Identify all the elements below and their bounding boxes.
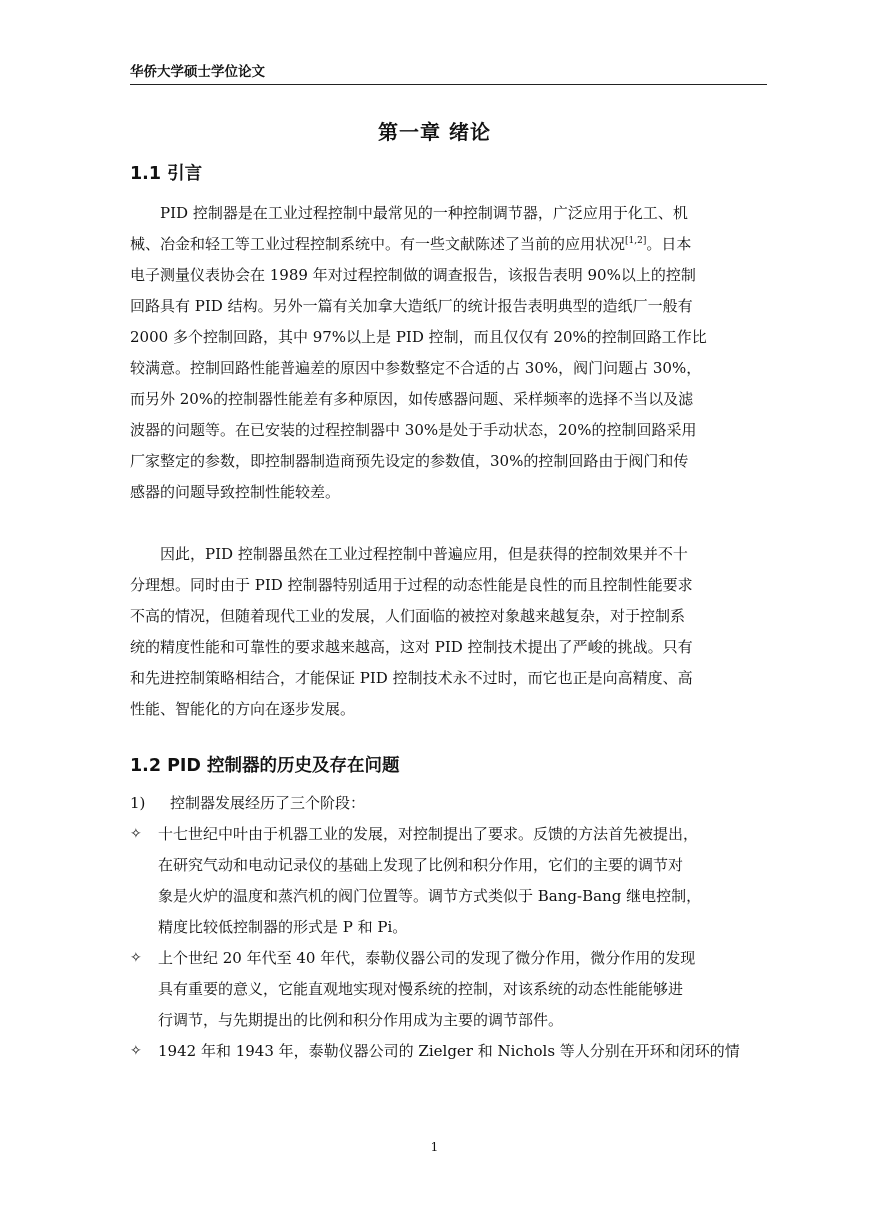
- paragraph-line: 十七世纪中叶由于机器工业的发展，对控制提出了要求。反馈的方法首先被提出，: [158, 825, 699, 843]
- paragraph-line: 和先进控制策略相结合，才能保证 PID 控制技术永不过时，而它也正是向高精度、高: [130, 669, 693, 687]
- item-number: 1): [130, 794, 146, 812]
- paragraph-line: 在研究气动和电动记录仪的基础上发现了比例和积分作用，它们的主要的调节对: [158, 856, 684, 874]
- diamond-bullet-icon: ✧: [130, 826, 142, 842]
- paragraph-line: PID 控制器是在工业过程控制中最常见的一种控制调节器，广泛应用于化工、机: [160, 204, 688, 222]
- text-run: 械、冶金和轻工等工业过程控制系统中。有一些文献陈述了当前的应用状况: [130, 235, 626, 253]
- numbered-item-1: [130, 788, 365, 819]
- paragraph-line: 统的精度性能和可靠性的要求越来越高，这对 PID 控制技术提出了严峻的挑战。只有: [130, 638, 693, 656]
- paragraph-line: 回路具有 PID 结构。另外一篇有关加拿大造纸厂的统计报告表明典型的造纸厂一般有: [130, 297, 693, 315]
- paragraph-line: 1942 年和 1943 年，泰勒仪器公司的 Zielger 和 Nichols 等人分别在开环和闭环的情: [158, 1042, 740, 1060]
- paragraph-line: 上个世纪 20 年代至 40 年代，泰勒仪器公司的发现了微分作用，微分作用的发现: [158, 949, 696, 967]
- header-title: 华侨大学硕士学位论文: [130, 64, 265, 80]
- section-title-1-2: 1.2 PID 控制器的历史及存在问题: [130, 756, 400, 776]
- bullet-item-2: [130, 943, 770, 1036]
- paragraph-line: 不高的情况，但随着现代工业的发展，人们面临的被控对象越来越复杂，对于控制系: [130, 607, 686, 625]
- bullet-item-3: [130, 1036, 770, 1067]
- text-run: 。日本: [646, 235, 692, 253]
- paragraph-line: 分理想。同时由于 PID 控制器特别适用于过程的动态性能是良性的而且控制性能要求: [130, 576, 693, 594]
- paragraph-line: 象是火炉的温度和蒸汽机的阀门位置等。调节方式类似于 Bang-Bang 继电控制，: [158, 887, 702, 905]
- running-header: [130, 62, 767, 85]
- paragraph-intro-2: [130, 539, 770, 725]
- paragraph-intro-1: [130, 198, 770, 508]
- paragraph-line: 厂家整定的参数，即控制器制造商预先设定的参数值，30%的控制回路由于阀门和传: [130, 452, 689, 470]
- paragraph-line: 而另外 20%的控制器性能差有多种原因，如传感器问题、采样频率的选择不当以及滤: [130, 390, 694, 408]
- page-number: 1: [430, 1140, 439, 1154]
- diamond-bullet-icon: ✧: [130, 950, 142, 966]
- item-text: 控制器发展经历了三个阶段：: [170, 794, 366, 812]
- paragraph-line: 感器的问题导致控制性能较差。: [130, 483, 341, 501]
- paragraph-line: 电子测量仪表协会在 1989 年对过程控制做的调查报告，该报告表明 90%以上的控制: [130, 266, 696, 284]
- paragraph-line: 精度比较低控制器的形式是 P 和 Pi。: [158, 918, 408, 936]
- bullet-item-1: [130, 819, 770, 943]
- paragraph-line: 较满意。控制回路性能普遍差的原因中参数整定不合适的占 30%，阀门问题占 30%，: [130, 359, 702, 377]
- paragraph-line: 性能、智能化的方向在逐步发展。: [130, 700, 356, 718]
- paragraph-line: 行调节，与先期提出的比例和积分作用成为主要的调节部件。: [158, 1011, 564, 1029]
- citation-ref: [1,2]: [625, 236, 647, 246]
- paragraph-line: [130, 229, 770, 260]
- paragraph-line: 波器的问题等。在已安装的过程控制器中 30%是处于手动状态，20%的控制回路采用: [130, 421, 697, 439]
- paragraph-line: 具有重要的意义，它能直观地实现对慢系统的控制，对该系统的动态性能能够进: [158, 980, 684, 998]
- chapter-title: 第一章 绪论: [378, 120, 491, 144]
- paragraph-line: 2000 多个控制回路，其中 97%以上是 PID 控制，而且仅仅有 20%的控制回路工作比: [130, 328, 707, 346]
- paragraph-line: 因此，PID 控制器虽然在工业过程控制中普遍应用，但是获得的控制效果并不十: [160, 545, 688, 563]
- diamond-bullet-icon: ✧: [130, 1043, 142, 1059]
- section-title-1-1: 1.1 引言: [130, 164, 203, 184]
